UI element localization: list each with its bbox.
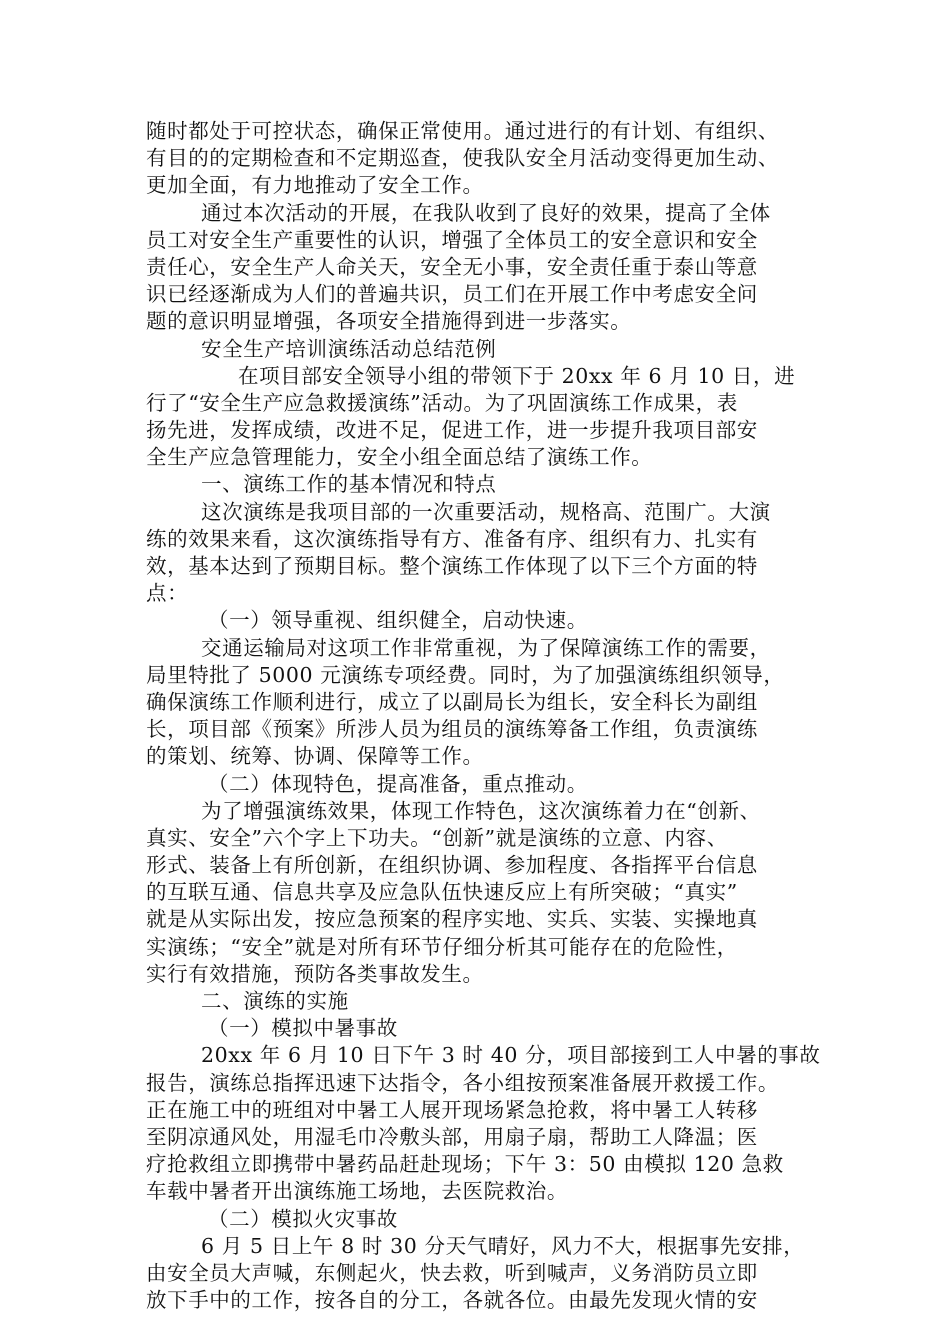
text-line: 题的意识明显增强，各项安全措施得到进一步落实。 — [146, 309, 632, 334]
text-line: 扬先进，发挥成绩，改进不足，促进工作，进一步提升我项目部安 — [146, 418, 758, 443]
text-line: 效，基本达到了预期目标。整个演练工作体现了以下三个方面的特 — [146, 554, 758, 578]
text-line: 实行有效措施，预防各类事故发生。 — [146, 961, 484, 986]
text-line: （二）体现特色，提高准备，重点推动。 — [208, 771, 588, 796]
text-line: 长，项目部《预案》所涉人员为组员的演练筹备工作组，负责演练 — [146, 717, 758, 742]
text-line: 20xx 年 6 月 10 日下午 3 时 40 分，项目部接到工人中暑的事故 — [201, 1043, 821, 1068]
text-line: 员工对安全生产重要性的认识，增强了全体员工的安全意识和安全 — [146, 227, 758, 252]
text-line: 识已经逐渐成为人们的普遍共识，员工们在开展工作中考虑安全问 — [146, 282, 758, 307]
text-line: 通过本次活动的开展，在我队收到了良好的效果，提高了全体 — [201, 200, 771, 225]
text-line: 一、演练工作的基本情况和特点 — [201, 472, 497, 497]
text-line: 的策划、统筹、协调、保障等工作。 — [146, 744, 484, 769]
text-line: 报告，演练总指挥迅速下达指令，各小组按预案准备展开救援工作。 — [146, 1070, 779, 1095]
text-line: 随时都处于可控状态，确保正常使用。通过进行的有计划、有组织、 — [146, 119, 779, 143]
text-line: 在项目部安全领导小组的带领下于 20xx 年 6 月 10 日，进 — [238, 363, 796, 388]
text-line: （一）模拟中暑事故 — [208, 1016, 398, 1041]
text-line: 实演练；“安全”就是对所有环节仔细分析其可能存在的危险性， — [146, 934, 738, 959]
text-line: （二）模拟火灾事故 — [208, 1206, 398, 1231]
text-line: 正在施工中的班组对中暑工人展开现场紧急抢救，将中暑工人转移 — [146, 1097, 758, 1122]
text-line: 安全生产培训演练活动总结范例 — [201, 336, 497, 361]
text-line: 全生产应急管理能力，安全小组全面总结了演练工作。 — [146, 445, 653, 470]
text-line: 形式、装备上有所创新，在组织协调、参加程度、各指挥平台信息 — [146, 853, 758, 878]
text-line: 行了“安全生产应急救援演练”活动。为了巩固演练工作成果，表 — [146, 390, 738, 415]
text-line: 疗抢救组立即携带中暑药品赶赴现场；下午 3：50 由模拟 120 急救 — [146, 1152, 784, 1177]
text-line: 局里特批了 5000 元演练专项经费。同时，为了加强演练组织领导， — [146, 662, 785, 687]
text-line: 6 月 5 日上午 8 时 30 分天气晴好，风力不大，根据事先安排， — [201, 1233, 805, 1258]
text-line: 的互联互通、信息共享及应急队伍快速反应上有所突破；“真实” — [146, 880, 738, 905]
text-line: 由安全员大声喊，东侧起火，快去救，听到喊声，义务消防员立即 — [146, 1260, 758, 1285]
text-line: 放下手中的工作，按各自的分工，各就各位。由最先发现火情的安 — [146, 1288, 758, 1313]
text-line: 交通运输局对这项工作非常重视，为了保障演练工作的需要， — [201, 635, 771, 660]
text-line: 真实、安全”六个字上下功夫。“创新”就是演练的立意、内容、 — [146, 825, 728, 850]
text-line: 确保演练工作顺利进行，成立了以副局长为组长，安全科长为副组 — [146, 689, 758, 714]
text-line: 更加全面，有力地推动了安全工作。 — [146, 173, 484, 198]
text-line: 练的效果来看，这次演练指导有方、准备有序、组织有力、扎实有 — [146, 526, 758, 551]
text-line: 就是从实际出发，按应急预案的程序实地、实兵、实装、实操地真 — [146, 907, 758, 932]
text-line: 点： — [146, 581, 189, 606]
text-line: 责任心，安全生产人命关天，安全无小事，安全责任重于泰山等意 — [146, 254, 758, 279]
text-line: 这次演练是我项目部的一次重要活动，规格高、范围广。大演 — [201, 499, 771, 524]
text-line: 车载中暑者开出演练施工场地，去医院救治。 — [146, 1179, 568, 1204]
document-body — [146, 118, 821, 1314]
text-line: 为了增强演练效果，体现工作特色，这次演练着力在“创新、 — [201, 798, 761, 823]
text-line: 有目的的定期检查和不定期巡查，使我队安全月活动变得更加生动、 — [146, 146, 779, 171]
text-line: 二、演练的实施 — [201, 989, 349, 1013]
text-line: 至阴凉通风处，用湿毛巾冷敷头部，用扇子扇，帮助工人降温；医 — [146, 1124, 758, 1149]
text-line: （一）领导重视、组织健全，启动快速。 — [208, 608, 588, 633]
